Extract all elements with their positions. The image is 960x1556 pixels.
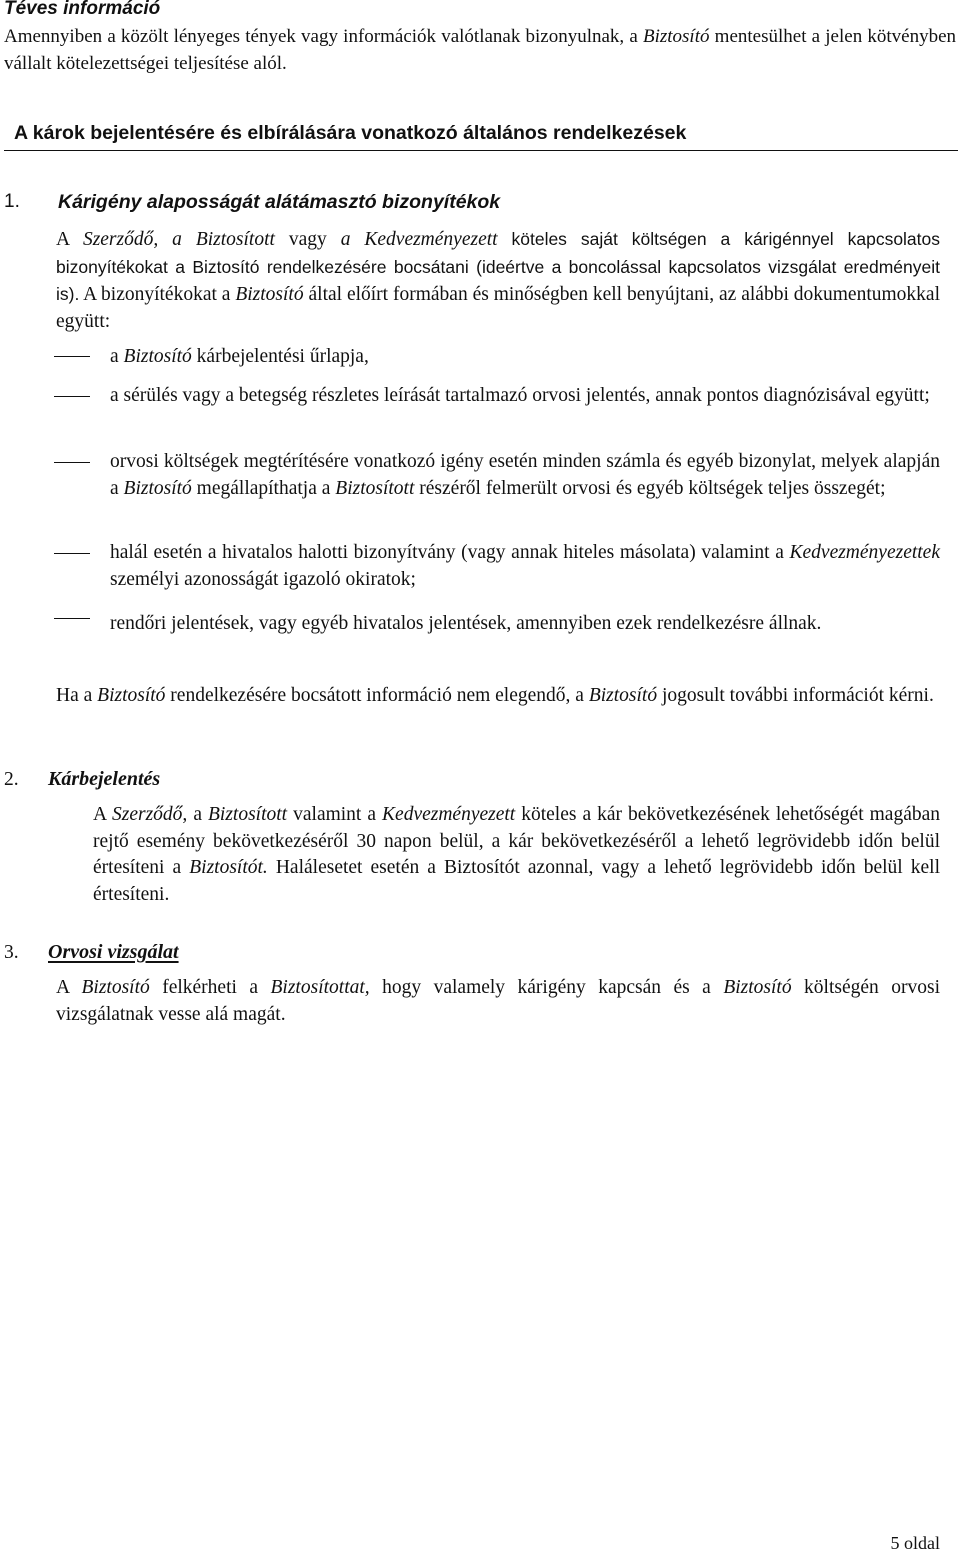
bullet-dash-4 xyxy=(54,553,90,554)
item1-paragraph: A Szerződő, a Biztosított vagy a Kedvezményezett köteles saját költségen a kárigénnyel kapcsolatos bizonyítékokat a Biztosító rendelkezésére bocsátani (ideértve a boncolással kapcsolatos vizsgálat eredményeit is). A bizonyítékokat a Biztosító által előírt formában és minőségben kell benyújtani, az alábbi dokumentumokkal együtt: xyxy=(56,229,941,332)
item1-bullet-5: rendőri jelentések, vagy egyéb hivatalos jelentések, amennyiben ezek rendelkezésre állnak. xyxy=(110,613,822,634)
item1-number: 1. xyxy=(4,191,20,212)
item1-bullet-1: a Biztosító kárbejelentési űrlapja, xyxy=(110,346,369,367)
section-divider xyxy=(4,150,958,151)
page-number: 5 oldal xyxy=(890,1533,940,1553)
teves-heading: Téves információ xyxy=(4,0,161,19)
item1-closing-paragraph: Ha a Biztosító rendelkezésére bocsátott információ nem elegendő, a Biztosító jogosult további információt kérni. xyxy=(56,685,934,706)
bullet-dash-1 xyxy=(54,356,90,357)
item2-title: Kárbejelentés xyxy=(48,768,161,790)
item1-bullet-4: halál esetén a hivatalos halotti bizonyítvány (vagy annak hiteles másolata) valamint a Kedvezményezettek személyi azonosságát igazoló okiratok; xyxy=(110,542,940,590)
bullet-dash-3 xyxy=(54,462,90,463)
item3-title: Orvosi vizsgálat xyxy=(48,941,179,963)
teves-paragraph: Amennyiben a közölt lényeges tények vagy információk valótlanak bizonyulnak, a Biztosító mentesülhet a jelen kötvényben vállalt kötelezettségei teljesítése alól. xyxy=(4,26,957,74)
section-heading: A károk bejelentésére és elbírálására vonatkozó általános rendelkezések xyxy=(14,122,687,144)
bullet-dash-5 xyxy=(54,618,90,619)
bullet-dash-2 xyxy=(54,396,90,397)
item1-bullet-3: orvosi költségek megtérítésére vonatkozó igény esetén minden számla és egyéb bizonylat, melyek alapján a Biztosító megállapíthatja a Biztosított részéről felmerült orvosi és egyéb költségek teljes összegét; xyxy=(110,451,940,499)
item3-number: 3. xyxy=(4,942,19,963)
item1-title: Kárigény alaposságát alátámasztó bizonyítékok xyxy=(58,191,501,213)
item2-number: 2. xyxy=(4,769,19,790)
item3-paragraph: A Biztosító felkérheti a Biztosítottat, hogy valamely kárigény kapcsán és a Biztosító költségén orvosi vizsgálatnak vesse alá magát. xyxy=(56,977,940,1025)
item2-paragraph: A Szerződő, a Biztosított valamint a Kedvezményezett köteles a kár bekövetkezésének lehetőségét magában rejtő esemény bekövetkezéséről 30 napon belül, a kár bekövetkezéséről a lehető legrövidebb időn belül értesíteni a Biztosítót. Halálesetet esetén a Biztosítót azonnal, vagy a lehető legrövidebb időn belül kell értesíteni. xyxy=(93,804,940,905)
item1-bullet-2: a sérülés vagy a betegség részletes leírását tartalmazó orvosi jelentés, annak pontos diagnózisával együtt; xyxy=(110,385,930,406)
